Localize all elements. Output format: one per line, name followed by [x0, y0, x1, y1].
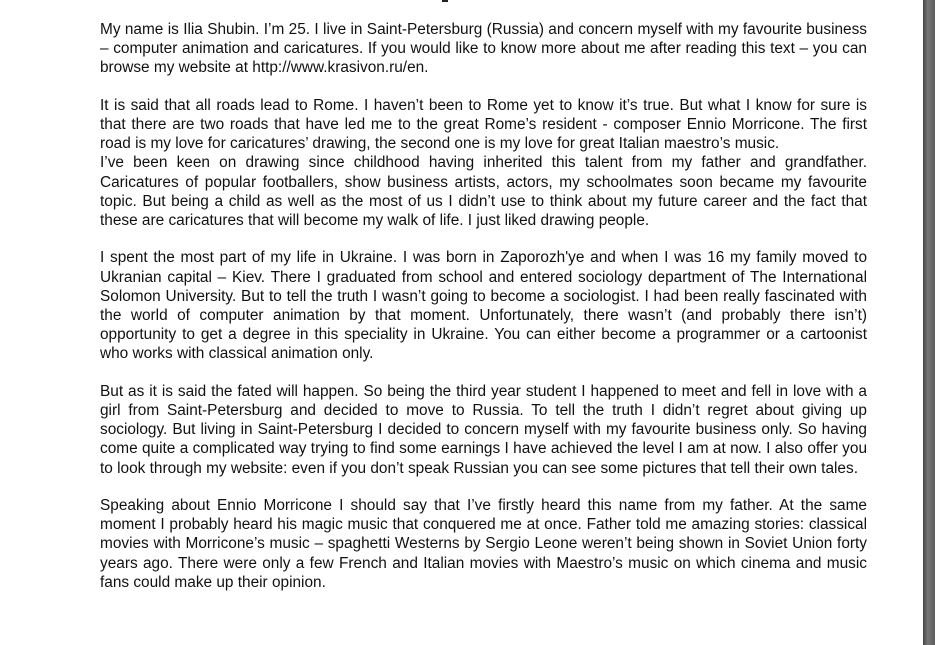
- paragraph-fated: But as it is said the fated will happen. So being the third year student I happened to meet and fell in love with a girl from Saint-Petersburg and decided to move to Russia. To tell the truth I didn’t regret about giving up sociology. But living in Saint-Petersburg I decided to concern myself with my favourite business only. So having come quite a complicated way trying to find some earnings I have achieved the level I am at now. I also offer you to look through my website: even if you don’t speak Russian you can see some pictures that tell their own tales.: [100, 382, 867, 477]
- document-body: [100, 20, 867, 610]
- viewer-background-edge: [923, 0, 935, 645]
- paragraph-ukraine: I spent the most part of my life in Ukraine. I was born in Zaporozh'ye and when I was 16 my family moved to Ukranian capital – Kiev. There I graduated from school and entered sociology department of The International Solomon University. But to tell the truth I wasn’t going to become a sociologist. I had been really fascinated with the world of computer animation by that moment. Unfortunately, there wasn’t (and probably there isn’t) opportunity to get a degree in this speciality in Ukraine. You can either become a programmer or a cartoonist who works with classical animation only.: [100, 249, 867, 363]
- paragraph-rome: It is said that all roads lead to Rome. I haven’t been to Rome yet to know it’s true. But what I know for sure is that there are two roads that have led me to the great Rome’s resident - composer Ennio Morricone. The first road is my love for caricatures’ drawing, the second one is my love for great Italian maestro’s music.: [100, 96, 867, 153]
- paragraph-morricone: Speaking about Ennio Morricone I should say that I’ve firstly heard this name from my father. At the same moment I probably heard his magic music that conquered me at once. Father told me amazing stories: classical movies with Morricone’s music – spaghetti Westerns by Sergio Leone weren’t being shown in Soviet Union forty years ago. There were only a few French and Italian movies with Maestro’s music on which cinema and music fans could make up their opinion.: [100, 497, 867, 591]
- paragraph-intro: My name is Ilia Shubin. I’m 25. I live in Saint-Petersburg (Russia) and concern myself with my favourite business – computer animation and caricatures. If you would like to know more about me after reading this text – you can browse my website at http://www.krasivon.ru/en.: [100, 21, 867, 77]
- page-top-mark: [442, 0, 448, 2]
- paragraph-drawing: I’ve been keen on drawing since childhood having inherited this talent from my father and grandfather. Caricatures of popular footballers, show business artists, actors, my schoolmates soon became my favourite topic. But being a child as well as the most of us I didn’t use to think about my future career and the fact that these are caricatures that will become my walk of life. I just liked drawing people.: [100, 154, 867, 230]
